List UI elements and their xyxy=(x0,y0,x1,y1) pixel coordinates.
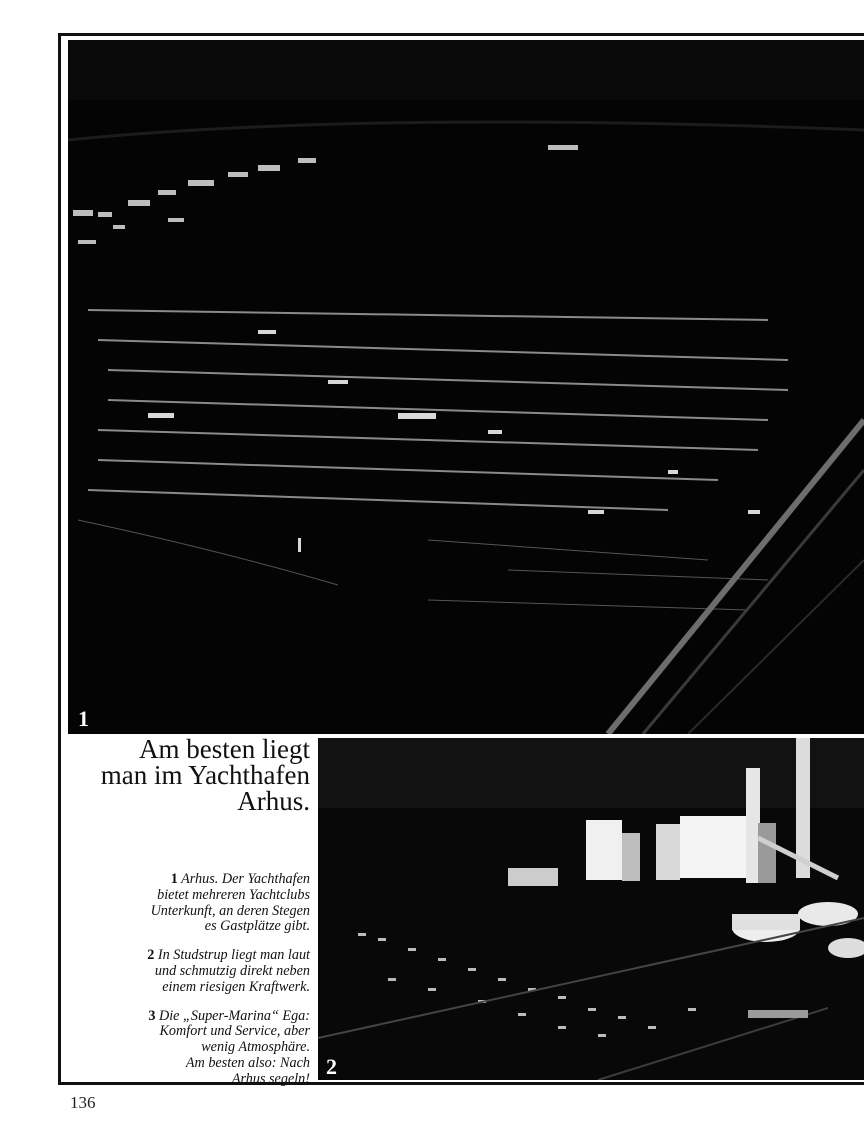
caption-2-line-1: In Studstrup liegt man laut xyxy=(157,947,310,964)
headline xyxy=(66,736,310,814)
photo-number-1: 1 xyxy=(78,706,89,731)
caption-3-line-1: Die „Super-Marina“ Ega: xyxy=(158,1007,310,1024)
caption-2 xyxy=(78,948,310,995)
caption-3-line-4: Am besten also: Nach xyxy=(185,1054,310,1071)
headline-line-3: Arhus. xyxy=(237,786,310,816)
photo-power-plant xyxy=(318,738,864,1080)
caption-3-number: 3 xyxy=(148,1007,156,1024)
caption-1-line-3: Unterkunft, an deren Stegen xyxy=(150,902,310,919)
caption-1-line-1: Arhus. Der Yachthafen xyxy=(181,871,310,887)
photo-aerial-marina xyxy=(68,40,864,734)
caption-3-line-5: Arhus segeln! xyxy=(231,1070,310,1087)
photo-power-plant-art xyxy=(318,738,864,1080)
page-number: 136 xyxy=(70,1093,96,1112)
caption-2-number: 2 xyxy=(147,947,155,964)
caption-3-line-3: wenig Atmosphäre. xyxy=(201,1039,310,1056)
captions xyxy=(78,872,310,1101)
photo-aerial-marina-art xyxy=(68,40,864,734)
headline-line-1: Am besten liegt xyxy=(139,734,310,764)
caption-1-line-4: es Gastplätze gibt. xyxy=(204,918,310,935)
caption-2-line-3: einem riesigen Kraftwerk. xyxy=(162,978,310,995)
caption-3-line-2: Komfort und Service, aber xyxy=(159,1023,310,1040)
photo-number-2: 2 xyxy=(326,1054,337,1079)
headline-line-2: man im Yachthafen xyxy=(100,760,310,790)
caption-1 xyxy=(78,872,310,935)
caption-1-line-2: bietet mehreren Yachtclubs xyxy=(157,886,310,903)
caption-3 xyxy=(78,1009,310,1088)
caption-2-line-2: und schmutzig direkt neben xyxy=(154,962,310,979)
caption-1-number: 1 xyxy=(170,871,178,887)
